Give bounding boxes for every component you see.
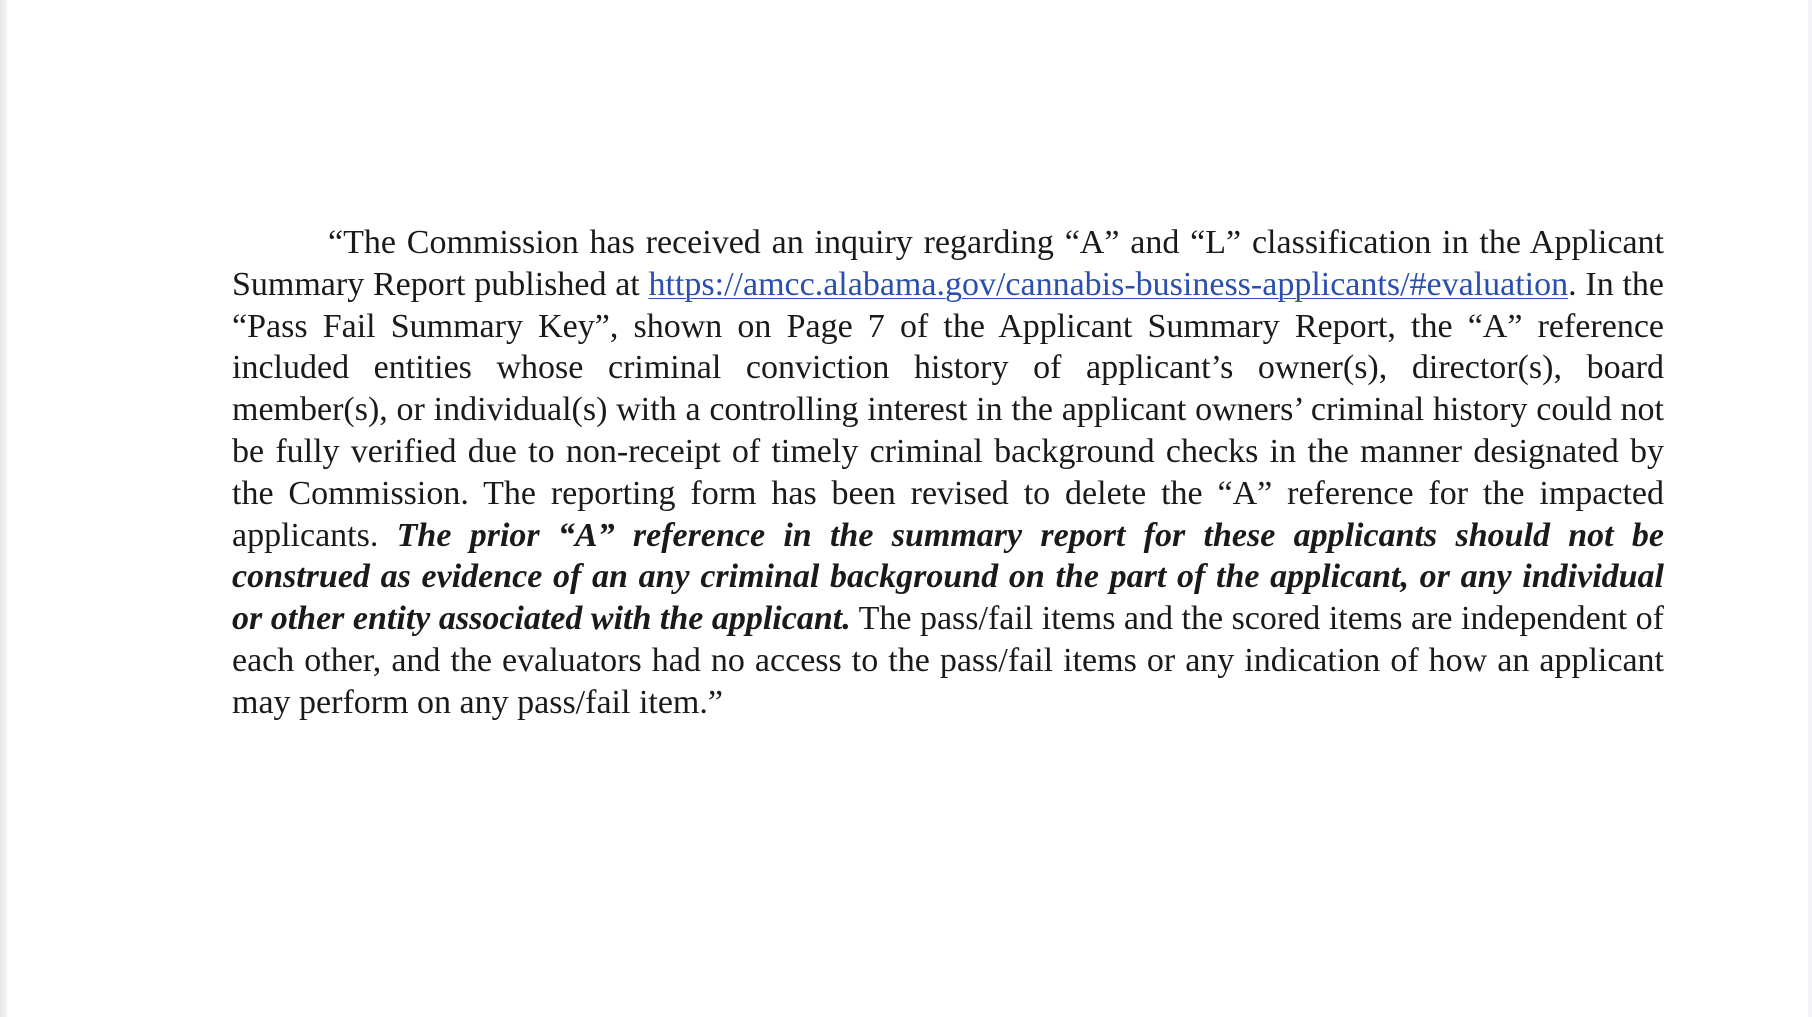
paragraph-text-body: . In the “Pass Fail Summary Key”, shown on Page 7 of the Applicant Summary Report, the “A” reference included entities whose criminal conviction history of applicant’s owner(s), director(s), board member(s), or individual(s) with a controlling interest in the applicant owners’ criminal history could not be fully verified due to non-receipt of timely criminal background checks in the manner designated by the Commission. The reporting form has been revised to delete the “A” reference for the impacted applicants. [232,265,1664,554]
page-right-edge [1808,0,1812,1017]
paragraph-text-closing: The pass/fail items and the scored items are independent of each other, and the evaluators had no access to the pass/fail items or any indication of how an applicant may perform on any pass/fail item.” [232,600,1664,721]
quoted-statement-paragraph [232,222,1664,724]
emphasized-disclaimer: The prior “A” reference in the summary report for these applicants should not be construed as evidence of an any criminal background on the part of the applicant, or any individual or other entity associated with the applicant. [232,516,1664,638]
paragraph-text-intro: “The Commission has received an inquiry regarding “A” and “L” classification in the Applicant Summary Report published at [232,224,1664,303]
page-left-edge [0,0,7,1017]
evaluation-link[interactable]: https://amcc.alabama.gov/cannabis-business-applicants/#evaluation [648,265,1569,303]
